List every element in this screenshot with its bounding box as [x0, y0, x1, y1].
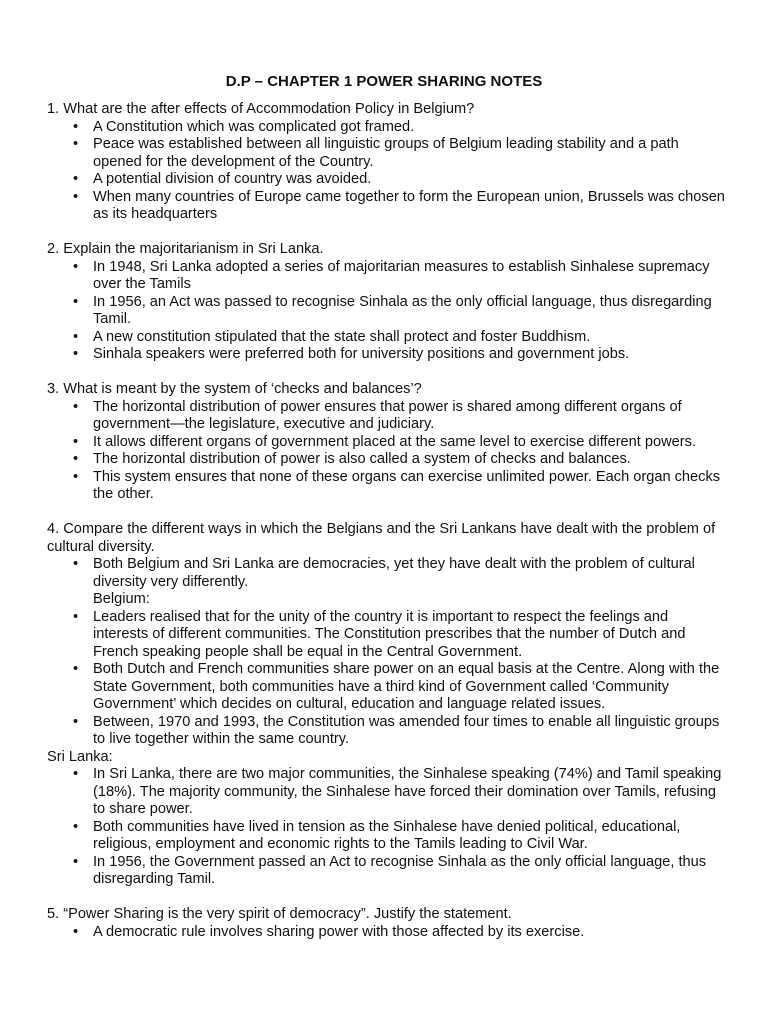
list-item: • The horizontal distribution of power ensures that power is shared among different organs of government—the legislature, executive and judiciary. [93, 399, 727, 434]
list-item: • In Sri Lanka, there are two major communities, the Sinhalese speaking (74%) and Tamil speaking (18%). The majority community, the Sinhalese have forced their domination over Tamils, refusing to share power. [93, 766, 727, 819]
list-item: • Both communities have lived in tension as the Sinhalese have denied political, educational, religious, employment and economic rights to the Tamils leading to Civil War. [93, 819, 727, 854]
answer-4-intro-list [47, 556, 727, 591]
list-item: • A new constitution stipulated that the state shall protect and foster Buddhism. [93, 329, 727, 347]
srilanka-list [47, 766, 727, 889]
list-item: • It allows different organs of government placed at the same level to exercise different powers. [93, 434, 727, 452]
srilanka-label: Sri Lanka: [47, 748, 113, 765]
list-item: • Leaders realised that for the unity of the country it is important to respect the feelings and interests of different communities. The Constitution prescribes that the number of Dutch and French speaking people shall be equal in the Central Government. [93, 609, 727, 662]
belgium-label: Belgium: [93, 591, 150, 607]
list-item: • Peace was established between all linguistic groups of Belgium leading stability and a path opened for the development of the Country. [93, 136, 727, 171]
belgium-list [47, 609, 727, 749]
answer-3-list [47, 399, 727, 504]
answer-1-list [47, 119, 727, 224]
list-item: • Sinhala speakers were preferred both for university positions and government jobs. [93, 346, 727, 364]
list-item: • In 1948, Sri Lanka adopted a series of majoritarian measures to establish Sinhalese supremacy over the Tamils [93, 259, 727, 294]
answer-2-list [47, 259, 727, 364]
list-item: • A Constitution which was complicated got framed. [93, 119, 727, 137]
list-item: • In 1956, an Act was passed to recognise Sinhala as the only official language, thus disregarding Tamil. [93, 294, 727, 329]
list-item: • A potential division of country was avoided. [93, 171, 727, 189]
page-title: D.P – CHAPTER 1 POWER SHARING NOTES [225, 73, 543, 90]
question-3: 3. What is meant by the system of ‘checks and balances’? [47, 381, 422, 397]
list-item: • A democratic rule involves sharing power with those affected by its exercise. [93, 924, 727, 942]
list-item: • Both Belgium and Sri Lanka are democracies, yet they have dealt with the problem of cultural diversity very differently. [93, 556, 727, 591]
question-3-section [47, 381, 727, 504]
list-item: • Both Dutch and French communities share power on an equal basis at the Centre. Along with the State Government, both communities have a third kind of Government called ‘Community Government’ which decides on cultural, education and language related issues. [93, 661, 727, 714]
question-1-section [47, 101, 727, 224]
list-item: • In 1956, the Government passed an Act to recognise Sinhala as the only official language, thus disregarding Tamil. [93, 854, 727, 889]
answer-5-list [47, 924, 727, 942]
question-4-section [47, 521, 727, 889]
list-item: • When many countries of Europe came together to form the European union, Brussels was chosen as its headquarters [93, 189, 727, 224]
list-item: • The horizontal distribution of power is also called a system of checks and balances. [93, 451, 727, 469]
list-item: • Between, 1970 and 1993, the Constitution was amended four times to enable all linguistic groups to live together within the same country. [93, 714, 727, 749]
question-5: 5. “Power Sharing is the very spirit of democracy”. Justify the statement. [47, 906, 512, 922]
list-item: • This system ensures that none of these organs can exercise unlimited power. Each organ checks the other. [93, 469, 727, 504]
question-4: 4. Compare the different ways in which the Belgians and the Sri Lankans have dealt with the problem of cultural diversity. [47, 521, 716, 555]
question-2-section [47, 241, 727, 364]
question-2: 2. Explain the majoritarianism in Sri Lanka. [47, 241, 324, 257]
question-5-section [47, 906, 727, 941]
notes-content [47, 101, 727, 959]
question-1: 1. What are the after effects of Accommodation Policy in Belgium? [47, 101, 475, 117]
